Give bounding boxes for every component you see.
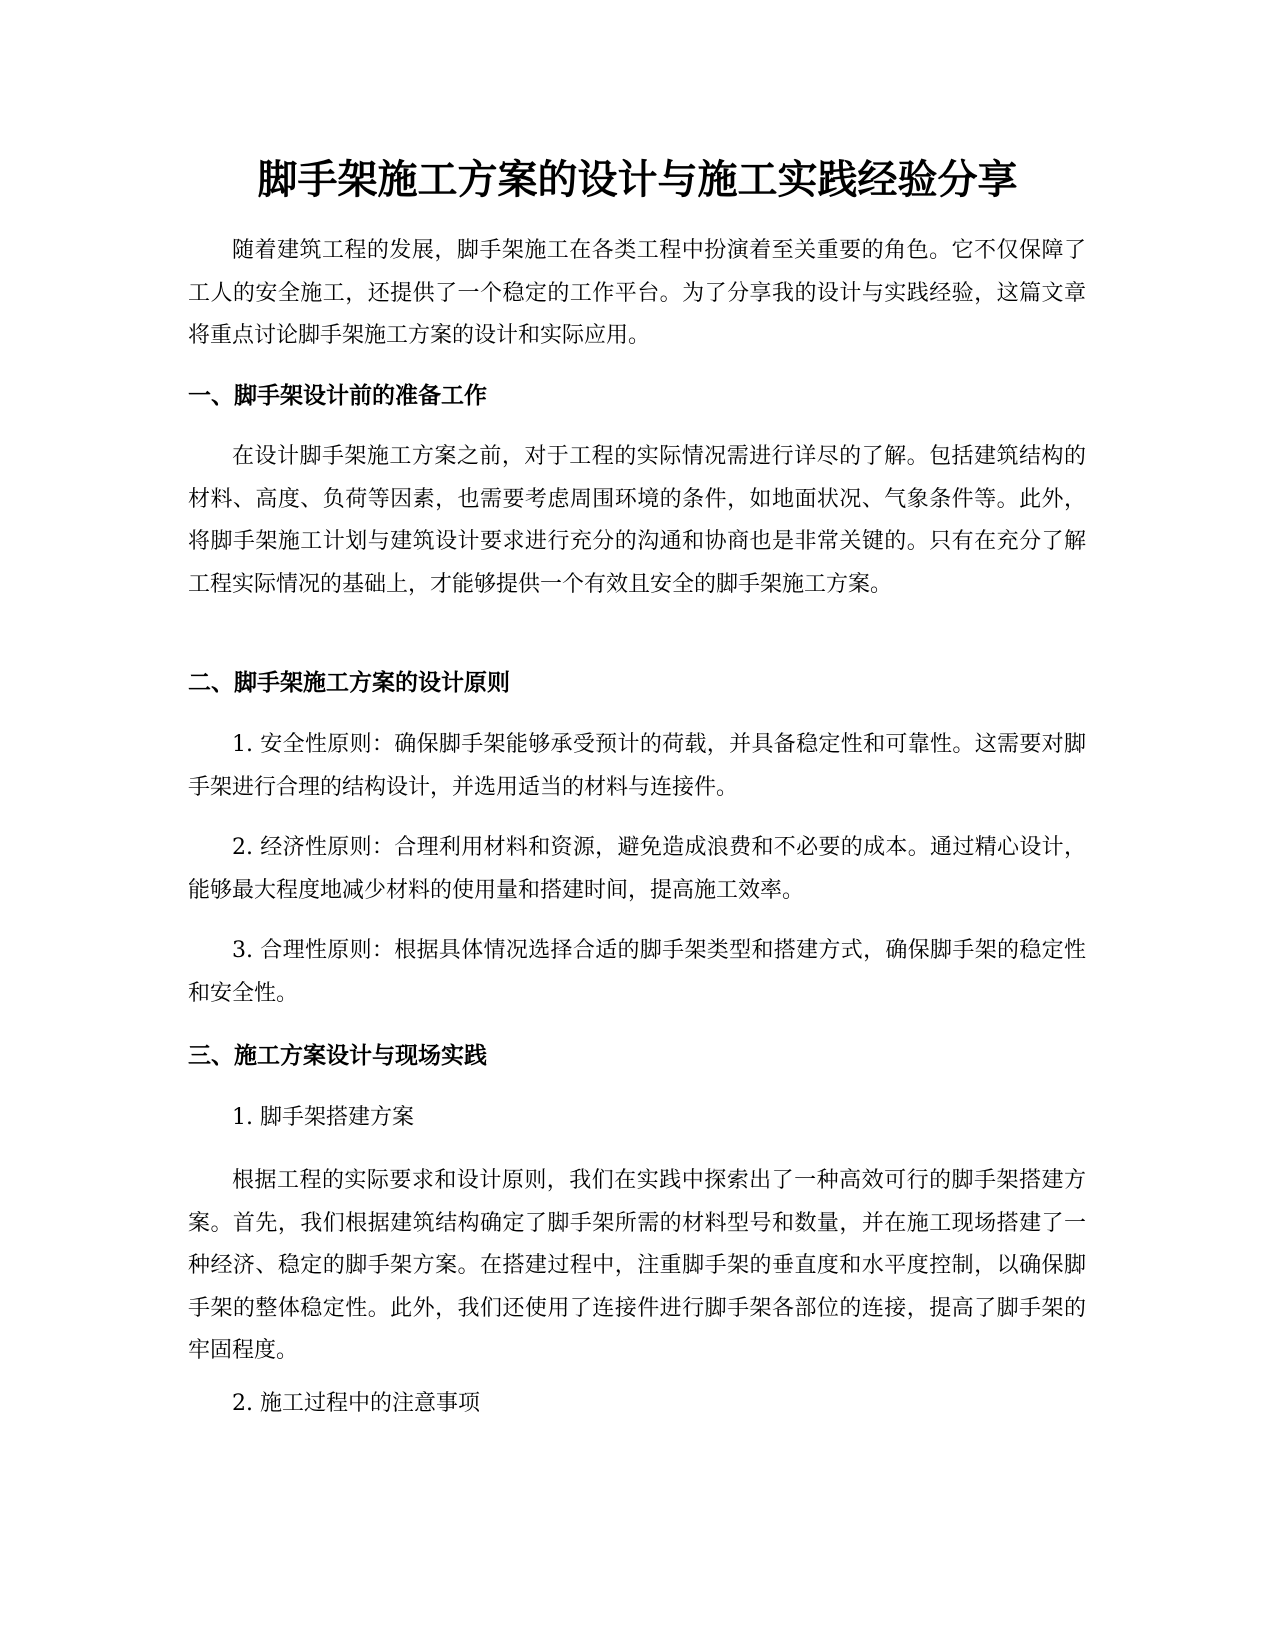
subsection-2-title: 2. 施工过程中的注意事项 [232,1391,480,1416]
principle-item-1: 1. 安全性原则：确保脚手架能够承受预计的荷载，并具备稳定性和可靠性。这需要对脚手架进行合理的结构设计，并选用适当的材料与连接件。 [188,732,1086,800]
section-3-heading: 三、施工方案设计与现场实践 [188,1043,487,1069]
section-2-heading: 二、脚手架施工方案的设计原则 [188,670,510,696]
principle-item-2: 2. 经济性原则：合理利用材料和资源，避免造成浪费和不必要的成本。通过精心设计，能够最大程度地减少材料的使用量和搭建时间，提高施工效率。 [188,835,1086,903]
section-1-heading: 一、脚手架设计前的准备工作 [188,383,487,409]
subsection-1-paragraph: 根据工程的实际要求和设计原则，我们在实践中探索出了一种高效可行的脚手架搭建方案。首先，我们根据建筑结构确定了脚手架所需的材料型号和数量，并在施工现场搭建了一种经济、稳定的脚手架方案。在搭建过程中，注重脚手架的垂直度和水平度控制，以确保脚手架的整体稳定性。此外，我们还使用了连接件进行脚手架各部位的连接，提高了脚手架的牢固程度。 [188,1168,1086,1363]
intro-paragraph: 随着建筑工程的发展，脚手架施工在各类工程中扮演着至关重要的角色。它不仅保障了工人的安全施工，还提供了一个稳定的工作平台。为了分享我的设计与实践经验，这篇文章将重点讨论脚手架施工方案的设计和实际应用。 [188,238,1086,348]
subsection-1-title: 1. 脚手架搭建方案 [232,1105,414,1130]
section-1-paragraph: 在设计脚手架施工方案之前，对于工程的实际情况需进行详尽的了解。包括建筑结构的材料、高度、负荷等因素，也需要考虑周围环境的条件，如地面状况、气象条件等。此外，将脚手架施工计划与建筑设计要求进行充分的沟通和协商也是非常关键的。只有在充分了解工程实际情况的基础上，才能够提供一个有效且安全的脚手架施工方案。 [188,444,1086,597]
document-title: 脚手架施工方案的设计与施工实践经验分享 [257,157,1018,203]
principle-item-3: 3. 合理性原则：根据具体情况选择合适的脚手架类型和搭建方式，确保脚手架的稳定性和安全性。 [188,938,1086,1006]
